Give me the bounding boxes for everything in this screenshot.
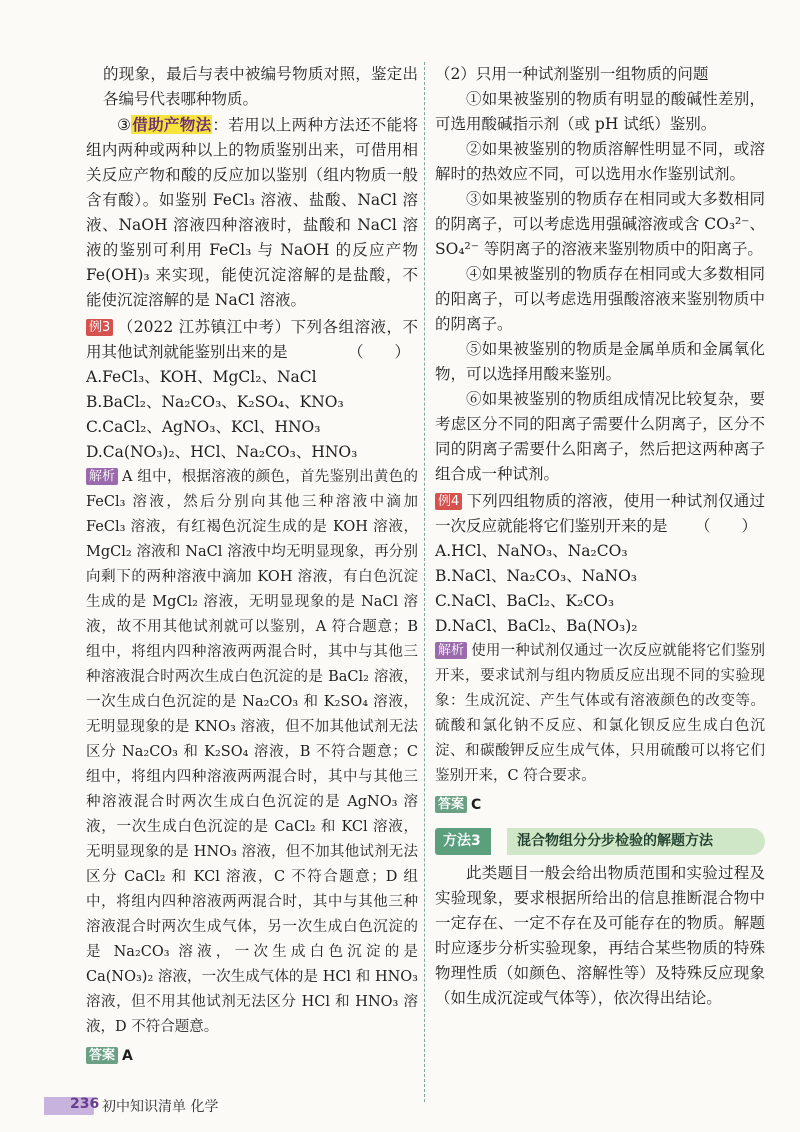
example-4-answer: 答案 C (435, 793, 765, 818)
left-column (86, 62, 418, 1069)
option-c: C.CaCl₂、AgNO₃、KCl、HNO₃ (86, 418, 321, 436)
example-4-question: 例4 下列四组物质的溶液，使用一种试剂仅通过一次反应就能将它们鉴别开来的是 （ ） (435, 489, 765, 539)
analysis-tag: 解析 (86, 468, 118, 485)
method-3-title: 混合物组分分步检验的解题方法 (507, 828, 765, 855)
right-column (435, 62, 765, 1011)
example-3-analysis: 解析 A 组中，根据溶液的颜色，首先鉴别出黄色的 FeCl₃ 溶液，然后分别向其他三种溶液中滴加 FeCl₃ 溶液，有红褐色沉淀生成的是 KOH 溶液，MgCl₂ 溶液和 NaCl 溶液中均无明显现象，再分别向剩下的两种溶液中滴加 KOH 溶液，有白色沉淀生成的是 MgCl₂ 溶液，无明显现象的是 NaCl 溶液，故不用其他试剂就可以鉴别，A 符合题意；B 组中，将组内四种溶液两两混合时，其中与其他三种溶液混合时两次生成白色沉淀的是 BaCl₂ 溶液，一次生成白色沉淀的是 Na₂CO₃ 和 K₂SO₄ 溶液，无明显现象的是 KNO₃ 溶液，但不加其他试剂无法区分 Na₂CO₃ 和 K₂SO₄ 溶液，B 不符合题意；C 组中，将组内四种溶液两两混合时，其中与其他三种溶液混合时两次生成白色沉淀的是 AgNO₃ 溶液，一次生成白色沉淀的是 CaCl₂ 和 KCl 溶液，无明显现象的是 HNO₃ 溶液，但不加其他试剂无法区分 CaCl₂ 和 KCl 溶液，C 不符合题意；D 组中，将组内四种溶液两两混合时，其中与其他三种溶液混合时两次生成气体，另一次生成白色沉淀的是 Na₂CO₃ 溶液，一次生成白色沉淀的是 Ca(NO₃)₂ 溶液，一次生成气体的是 HCl 和 HNO₃ 溶液，但不用其他试剂无法区分 HCl 和 HNO₃ 溶液，D 不符合题意。 (86, 469, 418, 1035)
method-3-text: 此类题目一般会给出物质范围和实验过程及实验现象，要求根据所给出的信息推断混合物中一定存在、一定不存在及可能存在的物质。解题时应逐步分析实验现象，再结合某些物质的特殊物理性质（如颜色、溶解性等）及特殊反应现象（如生成沉淀或气体等），依次得出结论。 (435, 864, 765, 1007)
example-3-question: 例3 （2022 江苏镇江中考）下列各组溶液，不用其他试剂就能鉴别出来的是 （ ） (86, 315, 418, 365)
example-4-analysis: 解析 使用一种试剂仅通过一次反应就能将它们鉴别开来，要求试剂与组内物质反应出现不同的实验现象：生成沉淀、产生气体或有溶液颜色的改变等。硫酸和氯化钠不反应、和氯化钡反应生成白色沉淀、和碳酸钾反应生成气体，只用硫酸可以将它们鉴别开来，C 符合要求。 (435, 643, 765, 784)
method-3-banner (435, 828, 765, 855)
answer-blank: （ ） (694, 517, 757, 535)
method-item-5: ⑤如果被鉴别的物质是金属单质和金属氧化物，可以选择用酸来鉴别。 (435, 340, 765, 383)
method-item-3: ③如果被鉴别的物质存在相同或大多数相同的阴离子，可以考虑选用强碱溶液或含 CO₃²⁻、SO₄²⁻ 等阴离子的溶液来鉴别物质中的阳离子。 (435, 190, 765, 258)
paragraph-product-method: ③借助产物法：若用以上两种方法还不能将组内两种或两种以上的物质鉴别出来，可借用相关反应产物和酸的反应加以鉴别（组内物质一般含有酸）。如鉴别 FeCl₃ 溶液、盐酸、NaCl 溶液、NaOH 溶液四种溶液时，盐酸和 NaCl 溶液的鉴别可利用 FeCl₃ 与 NaOH 的反应产物 Fe(OH)₃ 来实现，能使沉淀溶解的是盐酸，不能使沉淀溶解的是 NaCl 溶液。 (86, 115, 418, 309)
method-3-label: 方法3 (435, 828, 491, 855)
term-highlight: 借助产物法 (132, 115, 212, 134)
method-item-6: ⑥如果被鉴别的物质组成情况比较复杂，要考虑区分不同的阳离子需要什么阴离子，区分不同的阴离子需要什么阳离子，然后把这两种离子组合成一种试剂。 (435, 390, 765, 483)
method-item-2: ②如果被鉴别的物质溶解性明显不同，或溶解时的热效应不同，可以选用水作鉴别试剂。 (435, 140, 765, 183)
method-item-1: ①如果被鉴别的物质有明显的酸碱性差别，可选用酸碱指示剂（或 pH 试纸）鉴别。 (435, 90, 765, 133)
option-d: D.NaCl、BaCl₂、Ba(NO₃)₂ (435, 617, 638, 635)
book-title: 初中知识清单 化学 (102, 1099, 219, 1115)
option-c: C.NaCl、BaCl₂、K₂CO₃ (435, 592, 615, 610)
answer-tag: 答案 (435, 796, 467, 813)
section-heading: （2）只用一种试剂鉴别一组物质的问题 (435, 65, 709, 83)
option-a: A.HCl、NaNO₃、Na₂CO₃ (435, 542, 628, 560)
option-a: A.FeCl₃、KOH、MgCl₂、NaCl (86, 368, 317, 386)
analysis-tag: 解析 (435, 642, 467, 659)
column-divider (424, 62, 425, 1102)
option-d: D.Ca(NO₃)₂、HCl、Na₂CO₃、HNO₃ (86, 443, 358, 461)
example-3-tag: 例3 (86, 319, 113, 336)
answer-blank: （ ） (347, 343, 410, 361)
example-3-answer: 答案 A (86, 1044, 418, 1069)
method-item-4: ④如果被鉴别的物质存在相同或大多数相同的阳离子，可以考虑选用强酸溶液来鉴别物质中的阴离子。 (435, 265, 765, 333)
page-number: 236 (70, 1096, 100, 1112)
option-b: B.BaCl₂、Na₂CO₃、K₂SO₄、KNO₃ (86, 393, 344, 411)
answer-tag: 答案 (86, 1047, 118, 1064)
paragraph-observation: 的现象，最后与表中被编号物质对照，鉴定出各编号代表哪种物质。 (103, 65, 418, 108)
example-4-tag: 例4 (435, 493, 462, 510)
option-b: B.NaCl、Na₂CO₃、NaNO₃ (435, 567, 638, 585)
